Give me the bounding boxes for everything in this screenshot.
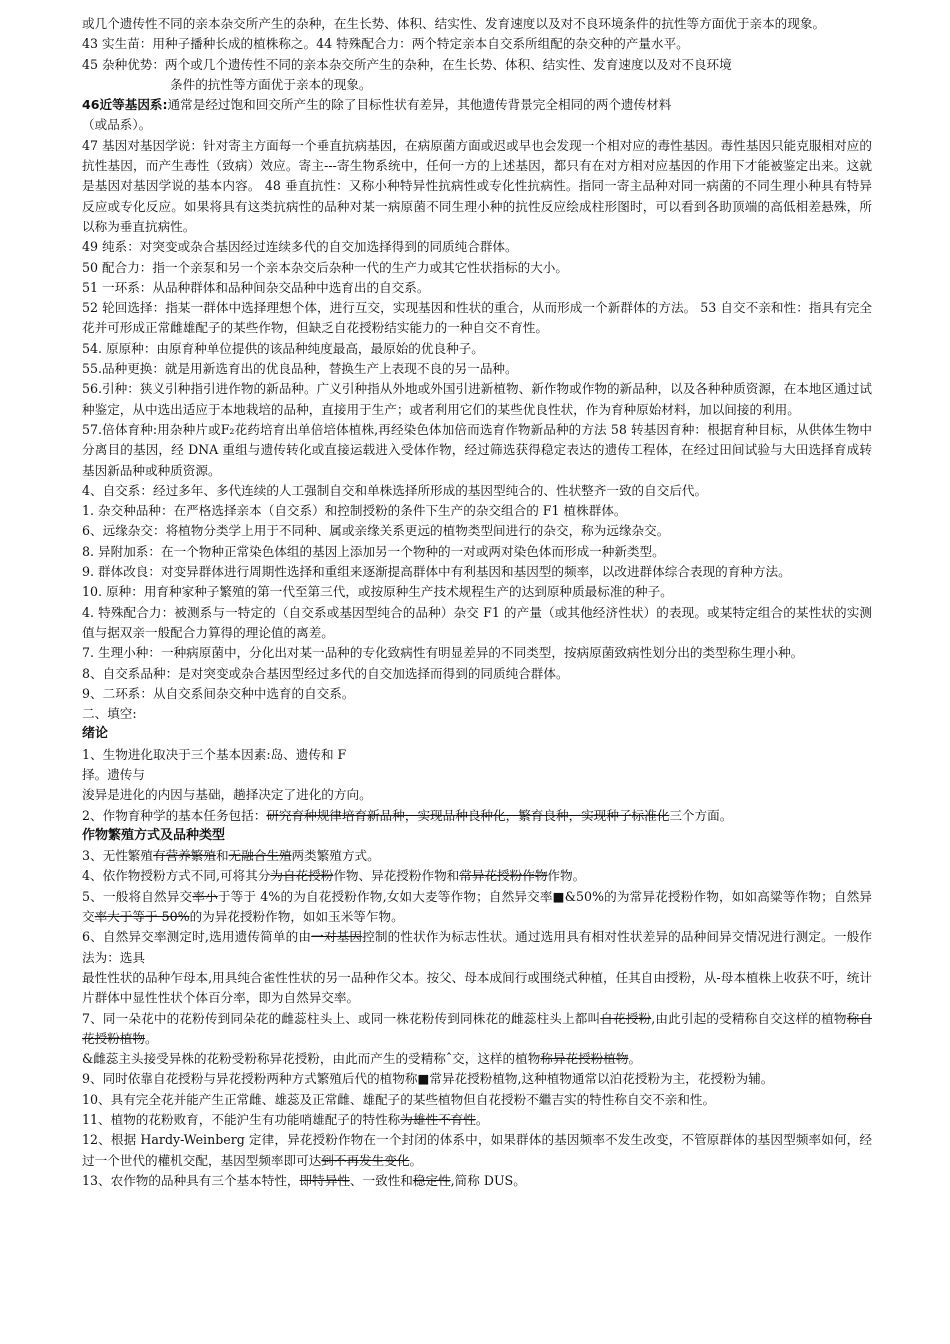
term-number: 46 bbox=[82, 97, 100, 113]
answer-strikethrough: 一对基因 bbox=[311, 929, 363, 945]
section-heading-reproduction: 作物繁殖方式及品种类型 bbox=[82, 827, 226, 843]
paragraph: 54. 原原种：由原育种单位提供的该品种纯度最高，最原始的优良种子。 bbox=[82, 340, 484, 356]
answer-strikethrough: 为自花授粉 bbox=[270, 868, 334, 884]
paragraph: 择。遗传与 bbox=[82, 766, 145, 782]
paragraph bbox=[82, 846, 872, 866]
paragraph: 1、生物进化取决于三个基本因素:岛、遗传和 F bbox=[82, 746, 347, 762]
text-run: 。 bbox=[475, 1112, 489, 1128]
paragraph: 52 轮回选择：指某一群体中选择理想个体，进行互交，实现基因和性状的重合，从而形成一个新群体的方法。 53 自交不亲和性：指具有完全花并可形成正常雌雄配子的某些作物，但缺乏自花授粉结实能力的一种自交不育性。 bbox=[82, 300, 872, 336]
text-run: 两类繁殖方式。 bbox=[291, 848, 380, 864]
text-run: 、一致性和 bbox=[349, 1172, 413, 1188]
paragraph: 7. 生理小种：一种病原菌中，分化出对某一品种的专化致病性有明显差异的不同类型，按病原菌致病性划分出的类型称生理小种。 bbox=[82, 645, 804, 661]
paragraph: 或几个遗传性不同的亲本杂交所产生的杂种，在生长势、体积、结实性、发育速度以及对不良环境条件的抗性等方面优于亲本的现象。 bbox=[82, 16, 826, 31]
text-run: 4、依作物授粉方式不同,可将其分 bbox=[82, 868, 271, 884]
paragraph bbox=[82, 887, 872, 928]
paragraph: 浚异是进化的内因与基础，趟择决定了进化的方向。 bbox=[82, 787, 372, 803]
paragraph: 55.品种更换：就是用新选育出的优良品种，替换生产上表现不良的另一品种。 bbox=[82, 361, 518, 377]
text-run: 。 bbox=[144, 1030, 158, 1046]
text-run: 13、农作物的品种具有三个基本特性， bbox=[82, 1172, 300, 1188]
text-run: 控制的性状作为标志性状。通过选用具有相对性状差异的品种间异交情况进行测定。一般作法为：选具 bbox=[82, 929, 873, 965]
answer-strikethrough: 有营养繁殖 bbox=[152, 848, 216, 864]
text-run: ,由此引起的受精称自交这样的植物 bbox=[651, 1010, 847, 1026]
document-page bbox=[82, 14, 872, 1191]
text-run: 三个方面。 bbox=[669, 807, 733, 823]
answer-strikethrough: 率小 bbox=[192, 888, 218, 904]
term-definition: 通常是经过饱和回交所产生的除了目标性状有差异，其他遗传背景完全相同的两个遗传材料 bbox=[167, 97, 672, 113]
paragraph: 8、自交系品种：是对突变或杂合基因型经过多代的自交加选择而得到的同质纯合群体。 bbox=[82, 665, 569, 681]
text-run: 的为异花授粉作物，如如玉米等乍物。 bbox=[189, 909, 404, 925]
text-run: 12、根据 Hardy-Weinberg 定律，异花授粉作物在一个封闭的体系中，如果群体的基因频率不发生改变，不管原群体的基因型频率如何，经过一个世代的權机交配，基因型频率即可达 bbox=[82, 1132, 872, 1168]
answer-strikethrough: 无融合生殖 bbox=[228, 848, 292, 864]
paragraph bbox=[82, 95, 872, 115]
text-run: 作物、异花授粉作物和 bbox=[333, 868, 460, 884]
paragraph: 1. 杂交种品种：在严格选择亲本（自交系）和控制授粉的条件下生产的杂交组合的 F1 植株群体。 bbox=[82, 503, 627, 519]
paragraph: 9. 群体改良：对变异群体进行周期性选择和重组来逐渐提高群体中有利基因和基因型的频率，以改进群体综合表现的育种方法。 bbox=[82, 564, 791, 580]
paragraph: 10. 原种：用育种家种子繁殖的第一代至第三代，或按原种生产技术规程生产的达到原种质最标准的种子。 bbox=[82, 584, 673, 600]
text-run: 6、自然异交率测定时,选用遗传简单的由 bbox=[82, 929, 312, 945]
text-run: 3、无性繁殖 bbox=[82, 848, 153, 864]
answer-strikethrough: 常异花授粉作物 bbox=[459, 868, 548, 884]
paragraph bbox=[82, 1049, 872, 1069]
text-run: 作物。 bbox=[547, 868, 586, 884]
paragraph: 6、远缘杂交：将植物分类学上用于不同种、属或亲缘关系更远的植物类型间进行的杂交，称为远缘杂交。 bbox=[82, 523, 670, 539]
term-label: 近等基因系: bbox=[99, 97, 168, 113]
text-run: 5、一般将自然异交 bbox=[82, 888, 193, 904]
paragraph: 8. 异附加系：在一个物种正常染色体组的基因上添加另一个物种的一对或两对染色体而形成一种新类型。 bbox=[82, 543, 665, 559]
paragraph: 56.引种：狭义引种指引进作物的新品种。广义引种指从外地或外国引进新植物、新作物或作物的新品种，以及各种种质资源，在本地区通过试种鉴定，从中选出适应于本地栽培的品种，直接用于生产；或者利用它们的某些优良性状，作为育种原始材料，加以间接的利用。 bbox=[82, 381, 872, 417]
answer-strikethrough: 为雄性不育性 bbox=[400, 1112, 476, 1128]
answer-strikethrough: 稳定性 bbox=[412, 1172, 451, 1188]
section-title: 二、填空: bbox=[82, 706, 137, 722]
answer-strikethrough: 自花授粉 bbox=[600, 1010, 652, 1026]
answer-strikethrough: 称异花授粉植物 bbox=[540, 1051, 629, 1067]
answer-strikethrough: 到不再发生变化 bbox=[321, 1152, 410, 1168]
paragraph: 10、具有完全花并能产生正常雌、雄蕊及正常雌、雄配子的某些植物但自花授粉不繼吉实的特性称自交不亲和性。 bbox=[82, 1091, 716, 1107]
answer-strikethrough: 即特异性 bbox=[299, 1172, 350, 1188]
text-run: 11、植物的花粉败育，不能沪生有功能哨雄配子的特性称 bbox=[82, 1112, 401, 1128]
paragraph: 4. 特殊配合力：被测系与一特定的（自交系或基因型纯合的品种）杂交 F1 的产量（或其他经济性状）的表现。或某特定组合的某性状的实测值与据双亲一般配合力算得的理论值的离差。 bbox=[82, 604, 872, 640]
paragraph: 51 一环系：从品种群体和品种间杂交品种中选育出的自交系。 bbox=[82, 279, 430, 295]
paragraph: 43 实生苗：用种子播种长成的植株称之。44 特殊配合力：两个特定亲本自交系所组配的杂交种的产量水平。 bbox=[82, 36, 689, 52]
text-run: 。 bbox=[628, 1051, 642, 1067]
paragraph bbox=[82, 927, 872, 968]
paragraph: 47 基因对基因学说：针对寄主方面每一个垂直抗病基因，在病原菌方面或迟或早也会发现一个相对应的毒性基因。毒性基因只能克服相对应的抗性基因，而产生毒性（致病）效应。寄主---寄生物系统中，任何一方的上述基因，都只有在对方相对应基因的作用下才能被鉴定出来。这就是基因对基因学说的基本内容。 48 垂直抗性：又称小种特异性抗病性或专化性抗病性。指同一寄主品种对同一病菌的不同生理小种具有特异反应或专化反应。如果将具有这类抗病性的品种对某一病原菌不同生理小种的抗性反应绘成柱形图时，可以看到各助顶端的高低相差悬殊，所以称为垂直抗病性。 bbox=[82, 137, 872, 234]
paragraph bbox=[82, 866, 872, 886]
text-run: 和 bbox=[215, 848, 229, 864]
text-run: &雌蕊主头接受异株的花粉受粉称异花授粉，由此而产生的受精称ˆ交，这样的植物 bbox=[82, 1051, 541, 1067]
paragraph: 50 配合力：指一个亲泵和另一个亲本杂交后杂种一代的生产力或其它性状指标的大小。 bbox=[82, 259, 568, 275]
text-run: 7、同一朵花中的花粉传到同朵花的雌蕊柱头上、或同一株花粉传到同株花的雌蕊柱头上都叫 bbox=[82, 1010, 601, 1026]
paragraph bbox=[82, 1110, 872, 1130]
text-run: ,简称 DUS。 bbox=[450, 1172, 526, 1188]
paragraph: 9、二环系：从自交系间杂交种中选育的自交系。 bbox=[82, 685, 355, 701]
text-run: 。 bbox=[409, 1152, 423, 1168]
paragraph bbox=[82, 1009, 872, 1050]
paragraph bbox=[82, 1130, 872, 1171]
paragraph: 49 纯系：对突变或杂合基因经过连续多代的自交加选择得到的同质纯合群体。 bbox=[82, 239, 518, 255]
paragraph bbox=[82, 1171, 872, 1191]
paragraph: 4、自交系：经过多年、多代连续的人工强制自交和单株选择所形成的基因型纯合的、性状整齐一致的自交后代。 bbox=[82, 482, 708, 498]
paragraph: 9、同时依靠自花授粉与异花授粉两种方式繁殖后代的植物称■常异花授粉植物,这种植物通常以泊花授粉为主，花授粉为辅。 bbox=[82, 1071, 774, 1087]
text-run: 2、作物育种学的基本任务包括： bbox=[82, 807, 267, 823]
section-heading-intro: 绪论 bbox=[82, 726, 109, 742]
paragraph-continuation: （或品系）。 bbox=[82, 117, 152, 133]
answer-strikethrough: 率大于等于 50% bbox=[94, 909, 190, 925]
paragraph bbox=[82, 806, 872, 826]
answer-strikethrough: 称自花授粉植物 bbox=[82, 1010, 873, 1046]
paragraph-continuation: 条件的抗性等方面优于亲本的现象。 bbox=[170, 76, 372, 92]
text-run: 于等于 4%的为自花授粉作物,女如大麦等作物；自然异交率■&50%的为常异花授粉作物，如如高粱等作物；自然异交 bbox=[82, 888, 873, 925]
answer-strikethrough: 研究育种规律培育新品种，实现品种良种化，繁育良种，实现种子标准化 bbox=[266, 807, 670, 823]
paragraph: 45 杂种优势：两个或几个遗传性不同的亲本杂交所产生的杂种，在生长势、体积、结实性、发育速度以及对不良环境 bbox=[82, 56, 732, 72]
paragraph: 最性性状的品种乍母本,用具纯合雀性性状的另一品种作父本。按父、母本成间行或围绕式种植，任其自由授粉，从-母本植株上收获不吁，统计片群体中显性性状个体百分率，即为自然异交率。 bbox=[82, 969, 872, 1006]
paragraph: 57.倍体育种:用杂种片或F₂花药培育出单倍培体植株,再经染色体加倍而选育作物新品种的方法 58 转基因育种：根据育种目标，从供体生物中分离目的基因，经 DNA 重组与遗传转化或直接运载进入受体作物，经过筛选获得稳定表达的遗传工程体，在经过田间试验与大田选择育成转基因新品种或种质资源。 bbox=[82, 421, 872, 478]
